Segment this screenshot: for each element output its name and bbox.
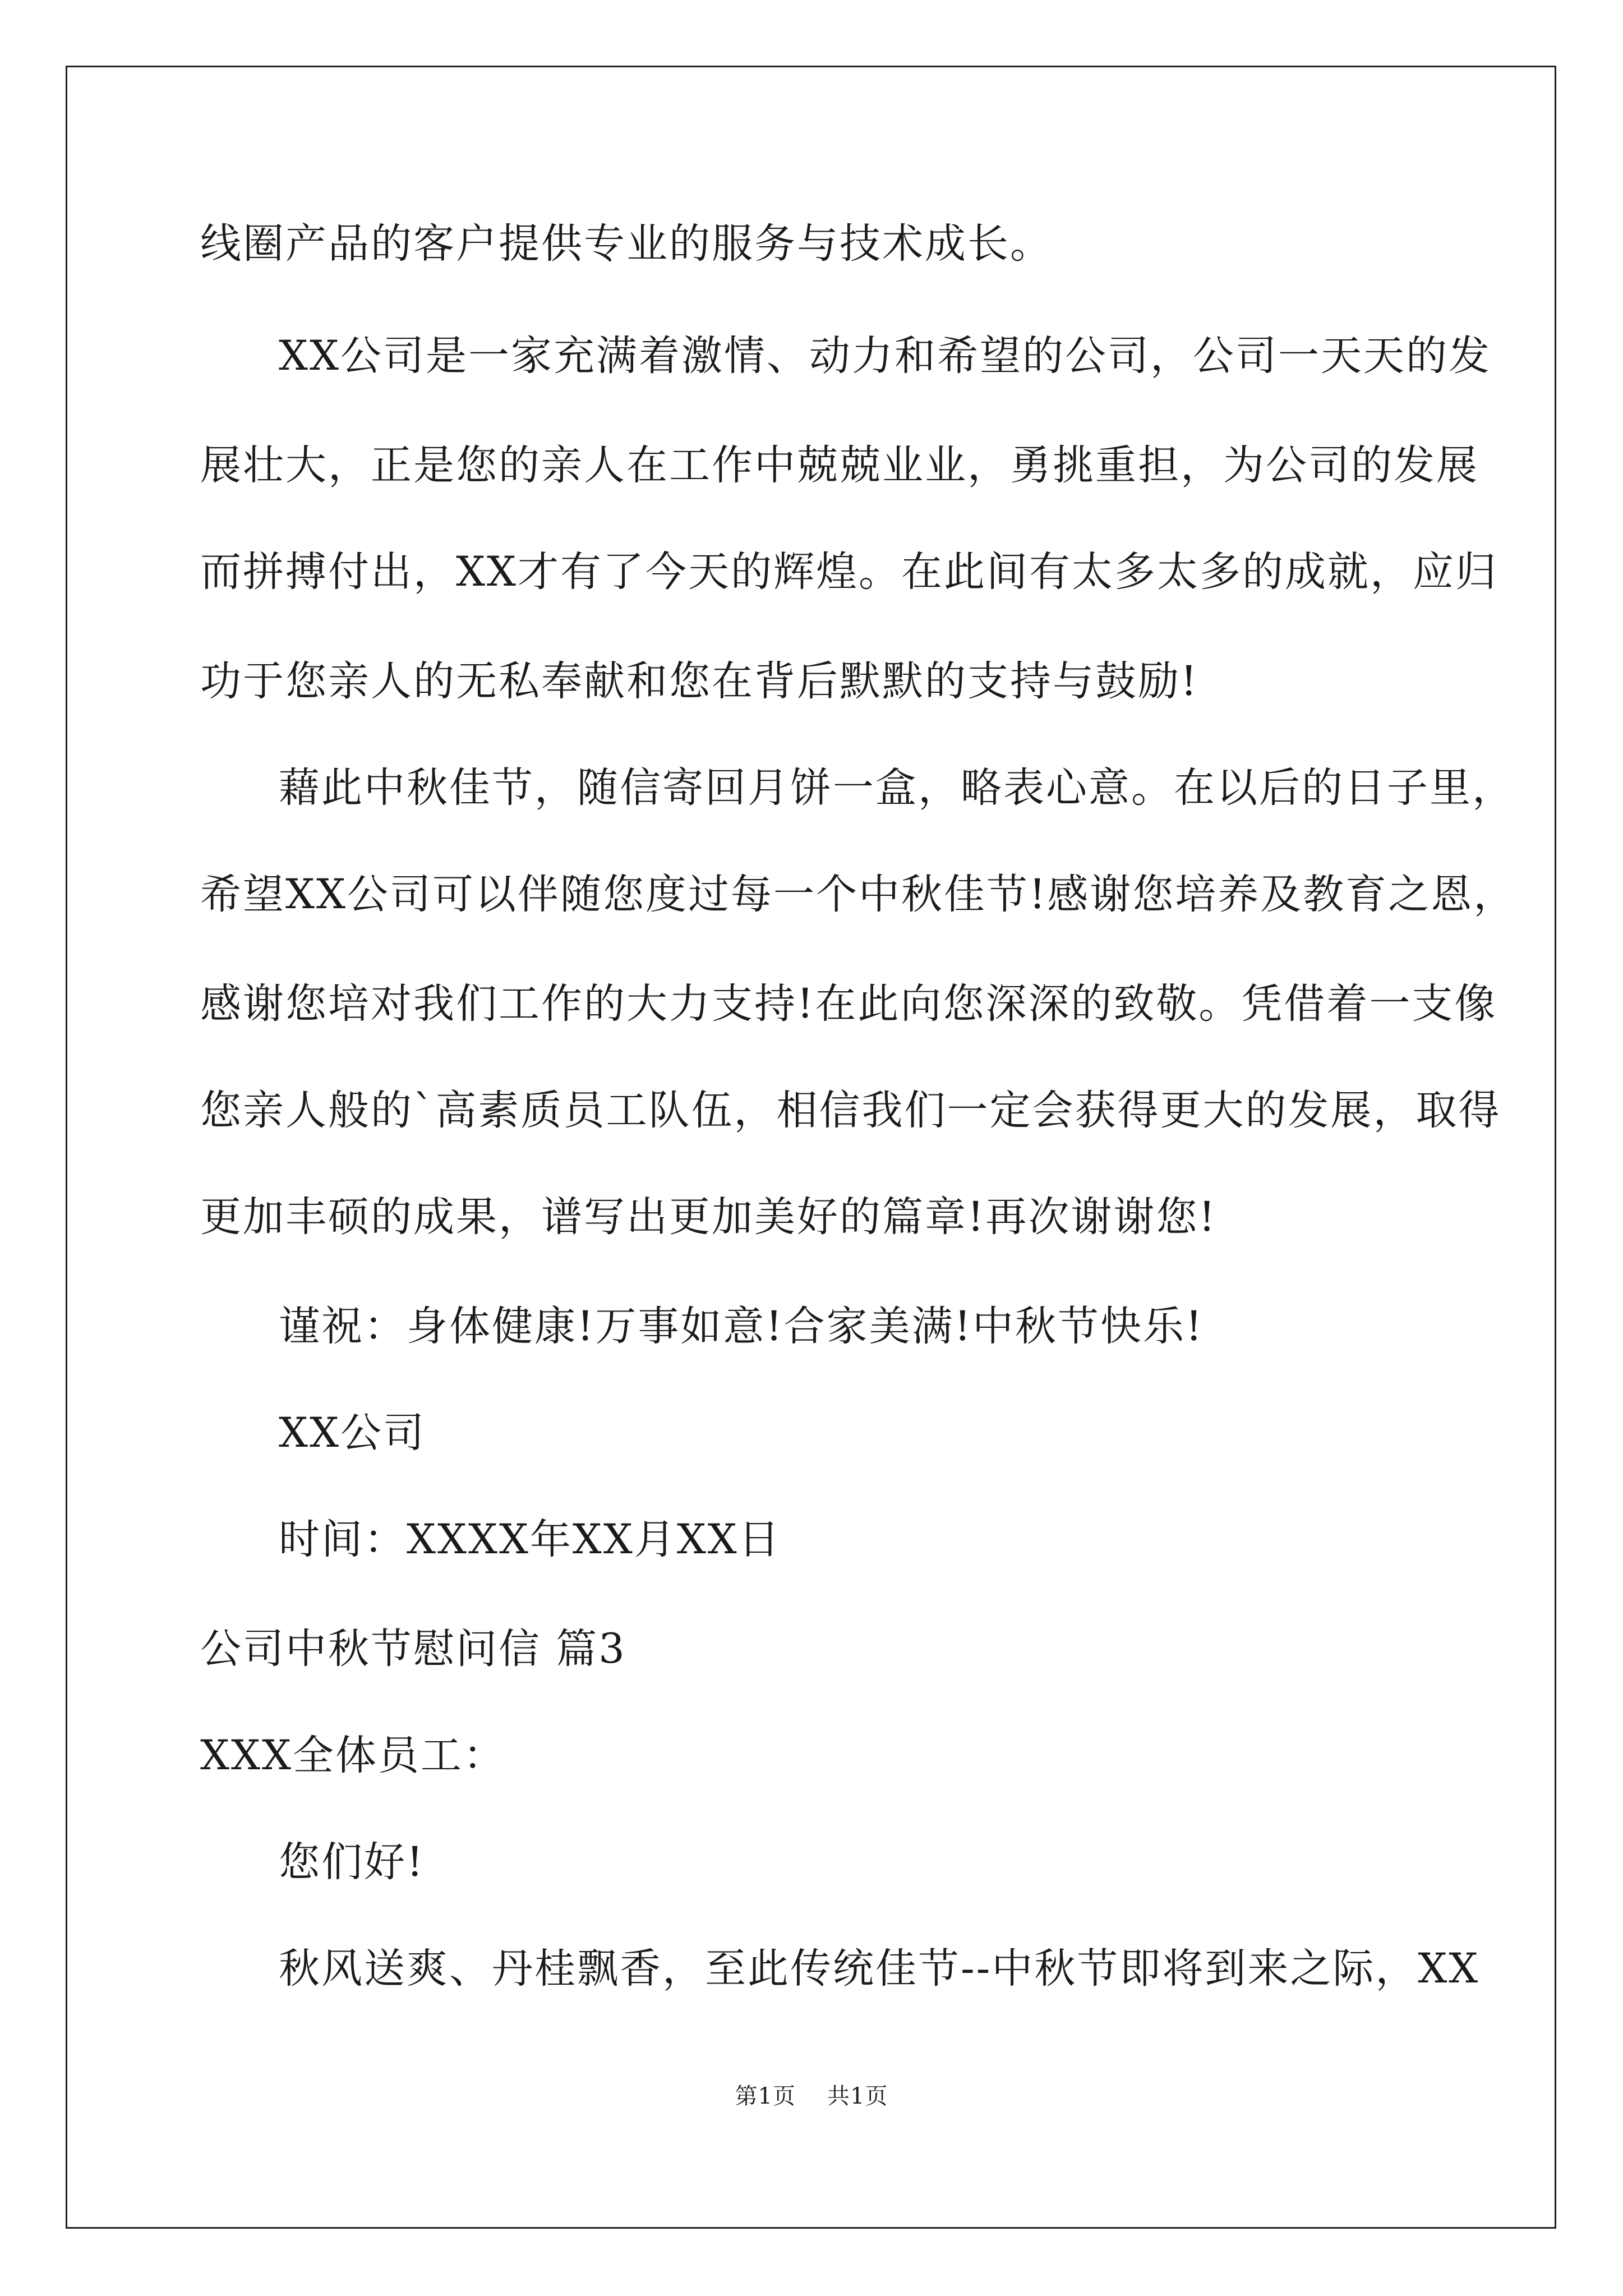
paragraph-line: 您亲人般的`高素质员工队伍，相信我们一定会获得更大的发展，取得 xyxy=(200,1087,1501,1134)
page-footer xyxy=(0,2082,1623,2110)
paragraph-line: 藉此中秋佳节，随信寄回月饼一盒，略表心意。在以后的日子里， xyxy=(279,764,1515,812)
paragraph-line: XX公司是一家充满着激情、动力和希望的公司，公司一天天的发 xyxy=(279,332,1491,380)
page-border xyxy=(66,66,1556,2229)
salutation: XXX全体员工： xyxy=(200,1732,506,1779)
paragraph-line: 更加丰硕的成果，谱写出更加美好的篇章!再次谢谢您! xyxy=(200,1193,1217,1241)
paragraph-line: 线圈产品的客户提供专业的服务与技术成长。 xyxy=(200,220,1053,268)
opening-line: 您们好! xyxy=(279,1838,425,1886)
paragraph-line: 感谢您培对我们工作的大力支持!在此向您深深的致敬。凭借着一支像 xyxy=(200,980,1497,1028)
greeting-line: 谨祝：身体健康!万事如意!合家美满!中秋节快乐! xyxy=(279,1303,1204,1350)
paragraph-line: 秋风送爽、丹桂飘香，至此传统佳节--中秋节即将到来之际，XX xyxy=(279,1945,1480,1993)
signature-company: XX公司 xyxy=(279,1409,426,1457)
section-heading: 公司中秋节慰问信 篇3 xyxy=(200,1625,626,1673)
page-number: 第1页 xyxy=(735,2083,796,2109)
paragraph-line: 功于您亲人的无私奉献和您在背后默默的支持与鼓励! xyxy=(200,657,1199,705)
paragraph-line: 展壮大，正是您的亲人在工作中兢兢业业，勇挑重担，为公司的发展 xyxy=(200,441,1479,489)
page-total: 共1页 xyxy=(827,2083,888,2109)
paragraph-line: 希望XX公司可以伴随您度过每一个中秋佳节!感谢您培养及教育之恩， xyxy=(200,871,1516,918)
signature-date: 时间：XXXX年XX月XX日 xyxy=(279,1516,781,1563)
paragraph-line: 而拼搏付出，XX才有了今天的辉煌。在此间有太多太多的成就，应归 xyxy=(200,548,1498,596)
